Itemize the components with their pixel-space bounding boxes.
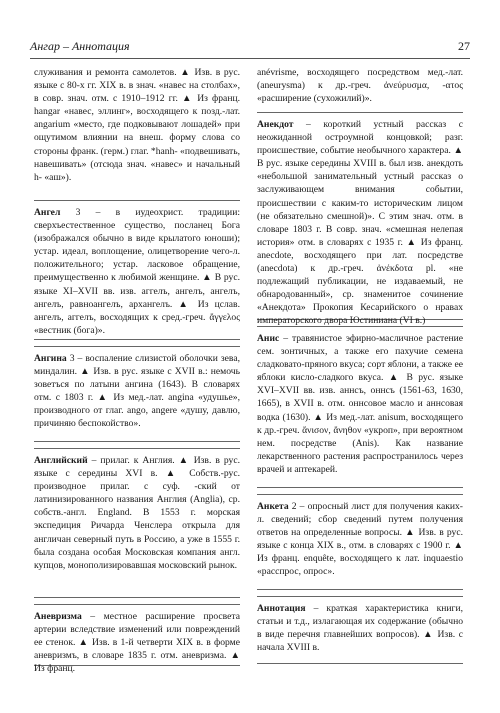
entry-text: – прилаг. к Англия. ▲ Изв. в рус. языке с середины XVI в. ▲ Собств.-рус. производное прилаг. с суф. -ский от латинизированного названия Англия (Anglia), ср. собств.-англ. England. В 1553 г. морская экспедиция Ричарда Ченслера открыла для англичан северный путь в Россию, а уже в 1555 г. была создана особая Московская компания англ. купцов, монополизировавшая московский рынок. — [34, 455, 240, 571]
entry-text: – местное расширение просвета артерии вследствие изменений или повреждений ее стенок. ▲ Изв. в 1-й четверти XIX в. в форме аневризмъ, в словаре 1835 г. отм. аневризма. ▲ Из франц. — [34, 611, 240, 675]
entry-text: – короткий устный рассказ с неожиданной остроумной концовкой; разг. происшествие, событие необычного характера. ▲ В рус. языке середины XVIII в. был изв. анекдоть «небольшой занимательный устный рассказ о заслуживающем внимания событии, происшествии с каким-то историческим лицом (не обязательно смешной)». С этим знач. отм. в словаре 1803 г. В совр. знач. «смешная нелепая история» отм. в словарях с 1935 г. ▲ Из франц. anecdote, восходящего при лат. посредстве (anecdota) к др.-греч. ἀνέκδοτα pl. «не подлежащий публикации, не издаваемый, не обнародованный», ср. знаменитое сочинение «Анекдота» Прокопия Кесарийского о нравах императорского двора Юстиниана (VI в.) — [257, 119, 463, 327]
left-column — [34, 66, 240, 675]
page-header — [30, 38, 470, 59]
page-number: 27 — [458, 39, 470, 53]
entry-headword: Анис — [257, 333, 280, 344]
entry-anketa — [257, 494, 463, 590]
running-title: Ангар – Аннотация — [30, 39, 130, 53]
entry-continuation — [34, 66, 240, 194]
entry-text: служивания и ремонта самолетов. ▲ Изв. в рус. языке с 80-х гг. XIX в. в знач. «навес на столбах», в совр. знач. отм. с 1910–1912 гг. ▲ Из франц. hangar «навес, эллинг», восходящего к позд.-лат. angarium «место, где подковывают лошадей» при ощутимом влиянии на внеш. форму слова со стороны франк. (герм.) глаг. *hanh- «подвешивать, навешивать» (отсюда знач. «навес» и начальный h- «аш»). — [34, 67, 240, 183]
entry-anevrizma — [34, 604, 240, 675]
entry-angliyskiy — [34, 448, 240, 598]
entry-text: – травянистое эфирно-масличное растение сем. зонтичных, а также его пахучие семена сладковато-пряного вкуса; сорт яблони, а также ее яблоки кисло-сладкого вкуса. ▲ В рус. языке XVI–XVII вв. изв. аннсъ, оннсъ (1561-63, 1630, 1665), в XVII в. отм. оннсовое масло и аннсовая водка (1630). ▲ Из мед.-лат. anisum, восходящего к др.-греч. ἄνισον, ἄνηθον «укроп», при вероятном нем. посредстве (Anis). Как название лекарственного растения распространилось через врачей и аптекарей. — [257, 333, 463, 475]
entry-anis — [257, 326, 463, 488]
entry-headword: Английский — [34, 455, 88, 466]
entry-headword: Ангина — [34, 353, 67, 364]
entry-headword: Аннотация — [257, 603, 306, 614]
entry-angel — [34, 200, 240, 340]
entry-text: 2 – опросный лист для получения каких-л. сведений; сбор сведений путем получения ответов на определенные вопросы. ▲ Изв. в рус. языке с конца XIX в., отм. в словарях с 1900 г. ▲ Из франц. enquête, восходящего к лат. inquaestio «расспрос, опрос». — [257, 501, 463, 578]
right-column — [257, 66, 463, 664]
entry-text: anévrisme, восходящего посредством мед.-лат. (aneurysma) к др.-греч. ἀνεύρυσμα, -ατος «расширение (сухожилий)». — [257, 67, 463, 105]
entry-text: 3 – в иудеохрист. традиции: сверхъестественное существо, посланец Бога (изображался обычно в виде крылатого юноши); устар. идеал, воплощение, олицетворение чего-л. положительного; устар. ласковое обращение, преимущественно к любимой женщине. ▲ В рус. языке XI–XVII вв. изв. аггелъ, ангелъ, ангелъ, ангелъ, равноангелъ, архангелъ. ▲ Из цслав. ангелъ, аггелъ, восходящих к сред.-греч. ἄγγελος «вестник (бога)». — [34, 207, 240, 336]
entry-angina — [34, 346, 240, 442]
entry-headword: Анкета — [257, 501, 289, 512]
entry-text: 3 – воспаление слизистой оболочки зева, миндалин. ▲ Изв. в рус. языке с XVII в.: немочь зоветъся по латыни ангина (1643). В словарях отм. с 1803 г. ▲ Из мед.-лат. angina «удушье», производного от глаг. ango, angere «душу, давлю, причиняю беспокойство». — [34, 353, 240, 430]
entry-anekdot — [257, 112, 463, 327]
entry-headword: Аневризма — [34, 611, 82, 622]
entry-headword: Ангел — [34, 207, 61, 218]
entry-headword: Анекдот — [257, 119, 294, 130]
entry-continuation — [257, 66, 463, 106]
entry-annotatsiya — [257, 596, 463, 664]
entry-text: – краткая характеристика книги, статьи и т.д., излагающая их содержание (обычно в виде перечня главнейших вопросов). ▲ Изв. с начала XVIII в. — [257, 603, 463, 654]
